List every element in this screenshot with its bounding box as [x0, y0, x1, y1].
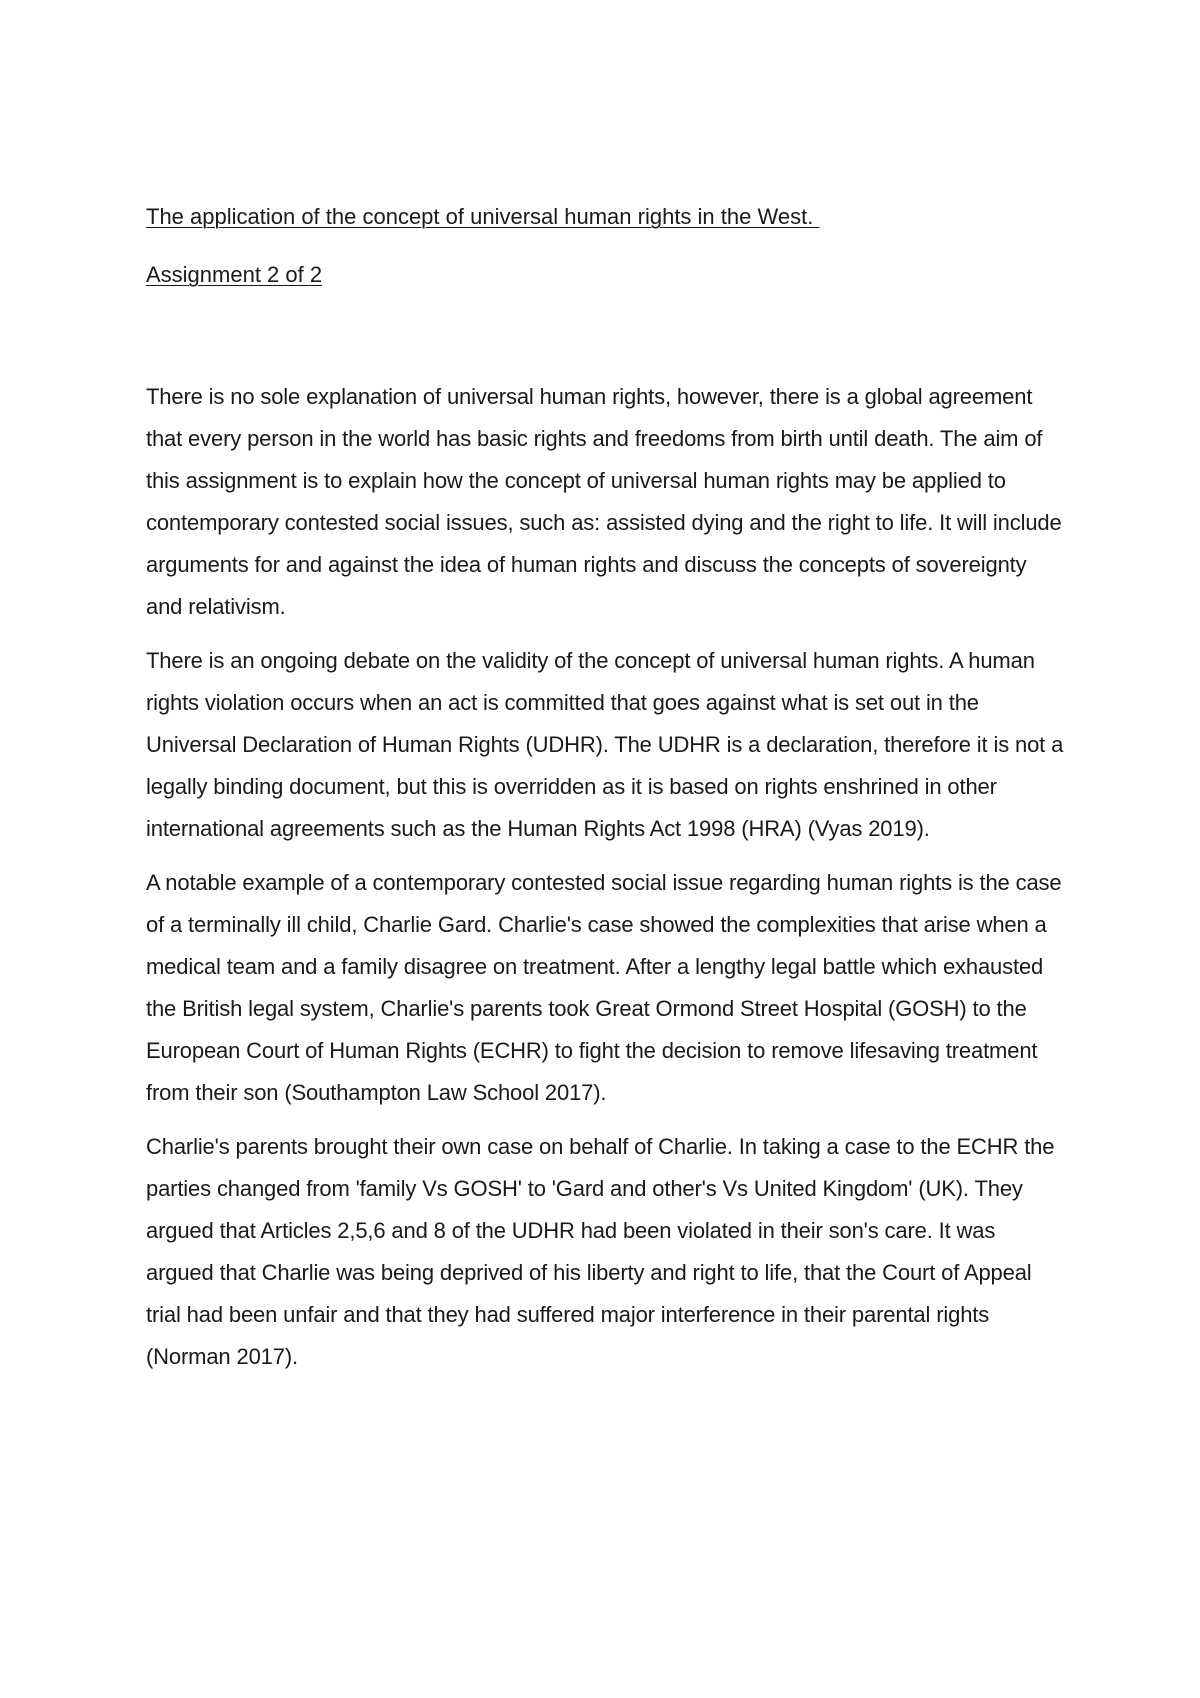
document-body [146, 202, 1066, 1378]
paragraph-debate: There is an ongoing debate on the validity of the concept of universal human rights. A human rights violation occurs when an act is committed that goes against what is set out in the Universal Declaration of Human Rights (UDHR). The UDHR is a declaration, therefore it is not a legally binding document, but this is overridden as it is based on rights enshrined in other international agreements such as the Human Rights Act 1998 (HRA) (Vyas 2019). [146, 648, 1064, 841]
paragraph-intro: There is no sole explanation of universal human rights, however, there is a global agreement that every person in the world has basic rights and freedoms from birth until death. The aim of this assignment is to explain how the concept of universal human rights may be applied to contemporary contested social issues, such as: assisted dying and the right to life. It will include arguments for and against the idea of human rights and discuss the concepts of sovereignty and relativism. [146, 384, 1062, 619]
document-title: The application of the concept of universal human rights in the West. [146, 204, 820, 229]
paragraph-echr-case: Charlie's parents brought their own case on behalf of Charlie. In taking a case to the ECHR the parties changed from 'family Vs GOSH' to 'Gard and other's Vs United Kingdom' (UK). They argued that Articles 2,5,6 and 8 of the UDHR had been violated in their son's care. It was argued that Charlie was being deprived of his liberty and right to life, that the Court of Appeal trial had been unfair and that they had suffered major interference in their parental rights (Norman 2017). [146, 1134, 1055, 1369]
paragraph-charlie-gard: A notable example of a contemporary contested social issue regarding human rights is the case of a terminally ill child, Charlie Gard. Charlie's case showed the complexities that arise when a medical team and a family disagree on treatment. After a lengthy legal battle which exhausted the British legal system, Charlie's parents took Great Ormond Street Hospital (GOSH) to the European Court of Human Rights (ECHR) to fight the decision to remove lifesaving treatment from their son (Southampton Law School 2017). [146, 870, 1062, 1105]
document-subtitle: Assignment 2 of 2 [146, 262, 323, 287]
